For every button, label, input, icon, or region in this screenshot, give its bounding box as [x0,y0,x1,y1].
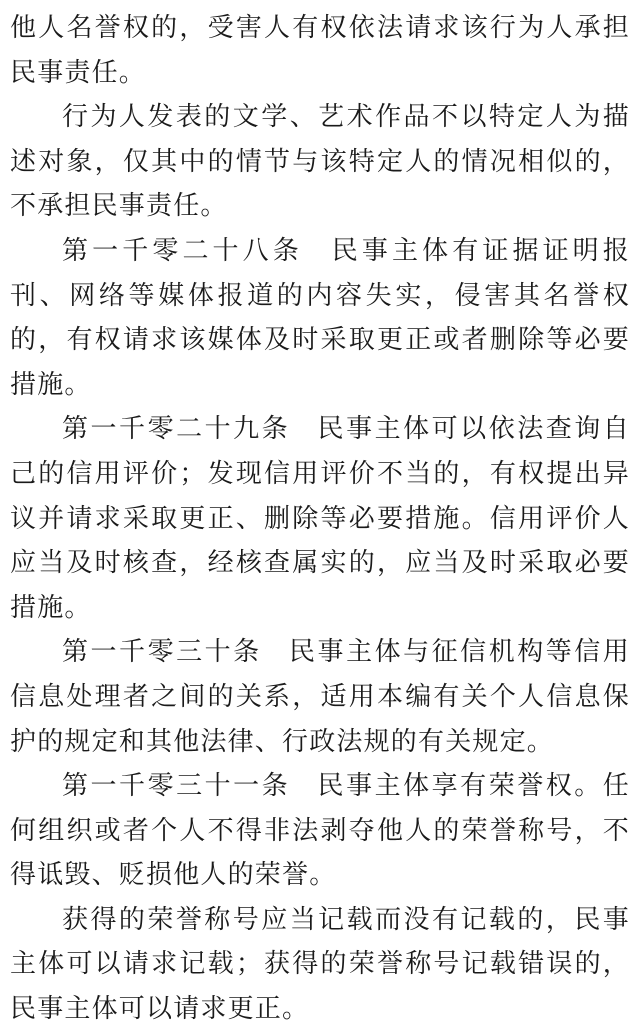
paragraph [10,95,630,229]
article-text: 民事主体可以依法查询自己的信用评价；发现信用评价不当的，有权提出异议并请求采取更正、删除等必要措施。信用评价人应当及时核查，经核查属实的，应当及时采取必要措施。 [10,414,631,623]
article-1028 [10,229,630,407]
article-text: 民事主体享有荣誉权。任何组织或者个人不得非法剥夺他人的荣誉称号，不得诋毁、贬损他人的荣誉。 [10,771,631,891]
article-1031 [10,764,630,898]
article-text: 民事主体有证据证明报刊、网络等媒体报道的内容失实，侵害其名誉权的，有权请求该媒体及时采取更正或者删除等必要措施。 [10,235,630,400]
article-text: 民事主体与征信机构等信用信息处理者之间的关系，适用本编有关个人信息保护的规定和其他法律、行政法规的有关规定。 [10,637,630,757]
paragraph-text: 行为人发表的文学、艺术作品不以特定人为描述对象，仅其中的情节与该特定人的情况相似的，不承担民事责任。 [10,102,630,222]
article-1030 [10,630,630,764]
article-number: 第一千零三十条 [62,637,262,668]
article-number: 第一千零二十九条 [62,414,291,445]
article-number: 第一千零二十八条 [62,235,303,266]
paragraph-continued [10,6,630,95]
paragraph-text: 他人名誉权的，受害人有权依法请求该行为人承担民事责任。 [10,13,630,88]
paragraph-text: 获得的荣誉称号应当记载而没有记载的，民事主体可以请求记载；获得的荣誉称号记载错误的，民事主体可以请求更正。 [10,904,630,1025]
paragraph [10,898,630,1032]
article-number: 第一千零三十一条 [62,771,291,802]
article-1029 [10,407,630,630]
